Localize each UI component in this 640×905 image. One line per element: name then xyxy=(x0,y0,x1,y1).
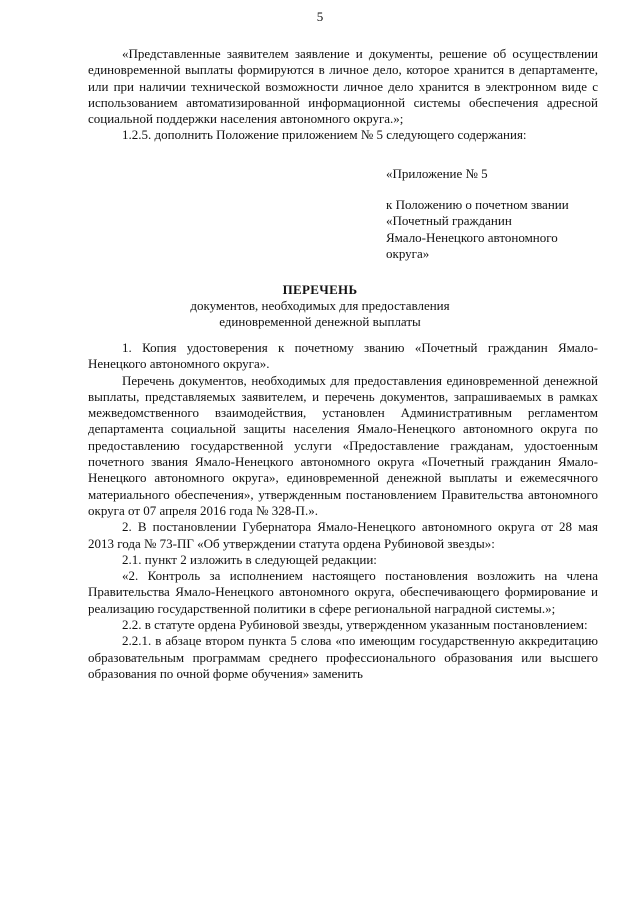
paragraph: 1.2.5. дополнить Положение приложением № 5 следующего содержания: xyxy=(122,127,527,143)
paragraph: Перечень документов, необходимых для предоставления единовременной денежной выплаты, представляемых заявителем, и перечень документов, запрашиваемых в рамках межведомственного взаимодействия, установлен Административным регламентом департамента социальной защиты населения Ямало-Ненецкого автономного округа по предоставлению государственной услуги «Предоставление гражданам, удостоенным почетного звания Ямало-Ненецкого автономного округа «Почетный гражданин Ямало-Ненецкого автономного округа», единовременной денежной выплаты и ежемесячного материального обеспечения», утвержденным постановлением Правительства автономного округа от 07 апреля 2016 года № 328-П.». xyxy=(88,372,598,518)
top-text-block xyxy=(88,46,598,144)
paragraph: 2.2.1. в абзаце втором пункта 5 слова «по имеющим государственную аккредитацию образовательным программам среднего профессионального образования или высшего образования по очной форме обучения» заменить xyxy=(88,633,598,681)
list-heading: ПЕРЕЧЕНЬ xyxy=(282,282,358,297)
page-number: 5 xyxy=(316,9,324,24)
appendix-ref-line: к Положению о почетном звании xyxy=(386,197,569,212)
appendix-title: «Приложение № 5 xyxy=(386,166,488,181)
paragraph: «2. Контроль за исполнением настоящего постановления возложить на члена Правительства Ямало-Ненецкого автономного округа, обеспечивающего формирование и реализацию государственной политики в сфере региональной наградной системы.»; xyxy=(88,568,598,616)
paragraph: 1. Копия удостоверения к почетному званию «Почетный гражданин Ямало-Ненецкого автономного округа». xyxy=(88,340,598,372)
paragraph: 2.1. пункт 2 изложить в следующей редакции: xyxy=(122,551,377,567)
paragraph: 2. В постановлении Губернатора Ямало-Ненецкого автономного округа от 28 мая 2013 года № 73-ПГ «Об утверждении статута ордена Рубиновой звезды»: xyxy=(88,519,598,551)
appendix-ref-line: округа» xyxy=(386,245,430,261)
bottom-text-block xyxy=(88,340,598,682)
paragraph: 2.2. в статуте ордена Рубиновой звезды, утвержденном указанным постановлением: xyxy=(122,617,588,633)
appendix-reference xyxy=(386,197,601,262)
list-title xyxy=(0,282,640,330)
list-subtitle-line: документов, необходимых для предоставления xyxy=(190,298,450,313)
appendix-ref-line: Ямало-Ненецкого автономного xyxy=(386,229,558,245)
list-subtitle-line: единовременной денежной выплаты xyxy=(219,314,421,329)
appendix-ref-line: «Почетный гражданин xyxy=(386,213,512,229)
paragraph: «Представленные заявителем заявление и документы, решение об осуществлении единовременной выплаты формируются в личное дело, которое хранится в департаменте, или при наличии технической возможности личное дело хранится в электронном виде с использованием автоматизированной информационной системы обеспечения адресной социальной поддержки населения автономного округа.»; xyxy=(88,46,598,127)
